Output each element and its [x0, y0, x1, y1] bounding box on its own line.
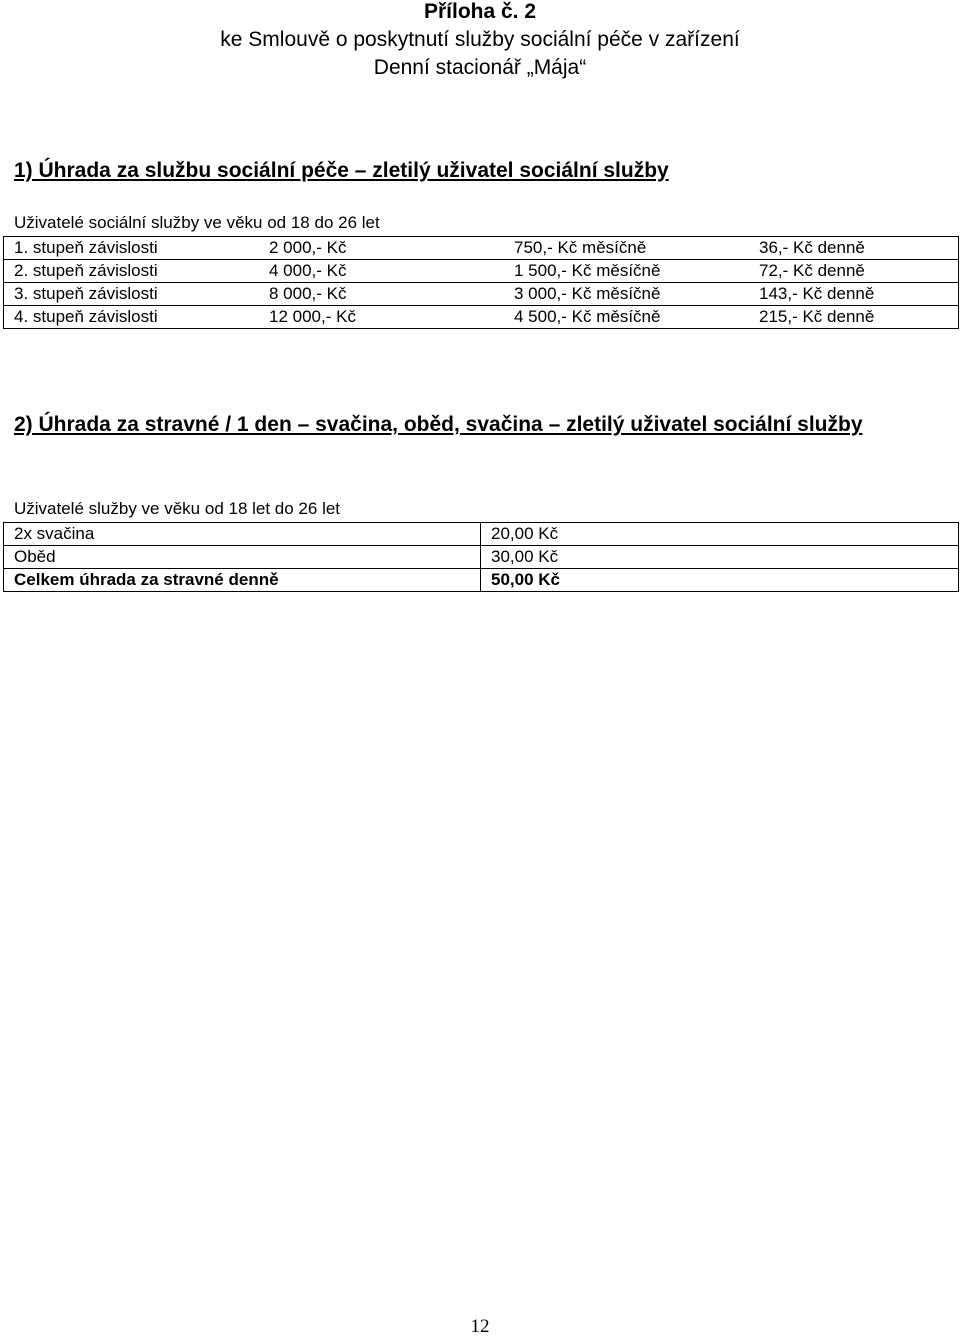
total-price: 50,00 Kč [481, 569, 959, 592]
total-label: Celkem úhrada za stravné denně [4, 569, 481, 592]
section-2-subtitle: Uživatelé služby ve věku od 18 let do 26 let [14, 499, 341, 518]
annex-title: Příloha č. 2 [423, 0, 537, 23]
care-fee-table [3, 236, 959, 329]
dependency-level: 2. stupeň závislosti [4, 260, 260, 283]
facility-name: Denní stacionář „Mája“ [373, 56, 587, 79]
monthly-fee: 3 000,- Kč měsíčně [504, 283, 749, 306]
table-row [4, 260, 959, 283]
table-row [4, 306, 959, 329]
meal-price: 30,00 Kč [481, 546, 959, 569]
allowance-amount: 4 000,- Kč [259, 260, 504, 283]
page-number: 12 [470, 1316, 490, 1337]
daily-fee: 143,- Kč denně [749, 283, 959, 306]
allowance-amount: 12 000,- Kč [259, 306, 504, 329]
section-1-title: 1) Úhrada za službu sociální péče – zletilý uživatel sociální služby [14, 159, 669, 182]
meal-item: Oběd [4, 546, 481, 569]
contract-title: ke Smlouvě o poskytnutí služby sociální péče v zařízení [220, 28, 740, 51]
table-row [4, 237, 959, 260]
daily-fee: 215,- Kč denně [749, 306, 959, 329]
monthly-fee: 4 500,- Kč měsíčně [504, 306, 749, 329]
monthly-fee: 750,- Kč měsíčně [504, 237, 749, 260]
section-2-title: 2) Úhrada za stravné / 1 den – svačina, oběd, svačina – zletilý uživatel sociální služby [14, 413, 863, 436]
daily-fee: 72,- Kč denně [749, 260, 959, 283]
table-row [4, 546, 959, 569]
table-row [4, 283, 959, 306]
meal-item: 2x svačina [4, 523, 481, 546]
total-row [4, 569, 959, 592]
daily-fee: 36,- Kč denně [749, 237, 959, 260]
section-1-subtitle: Uživatelé sociální služby ve věku od 18 do 26 let [14, 213, 380, 232]
allowance-amount: 8 000,- Kč [259, 283, 504, 306]
meal-price: 20,00 Kč [481, 523, 959, 546]
table-row [4, 523, 959, 546]
dependency-level: 1. stupeň závislosti [4, 237, 260, 260]
allowance-amount: 2 000,- Kč [259, 237, 504, 260]
dependency-level: 4. stupeň závislosti [4, 306, 260, 329]
monthly-fee: 1 500,- Kč měsíčně [504, 260, 749, 283]
meal-fee-table [3, 522, 959, 592]
document-header [0, 0, 960, 82]
dependency-level: 3. stupeň závislosti [4, 283, 260, 306]
